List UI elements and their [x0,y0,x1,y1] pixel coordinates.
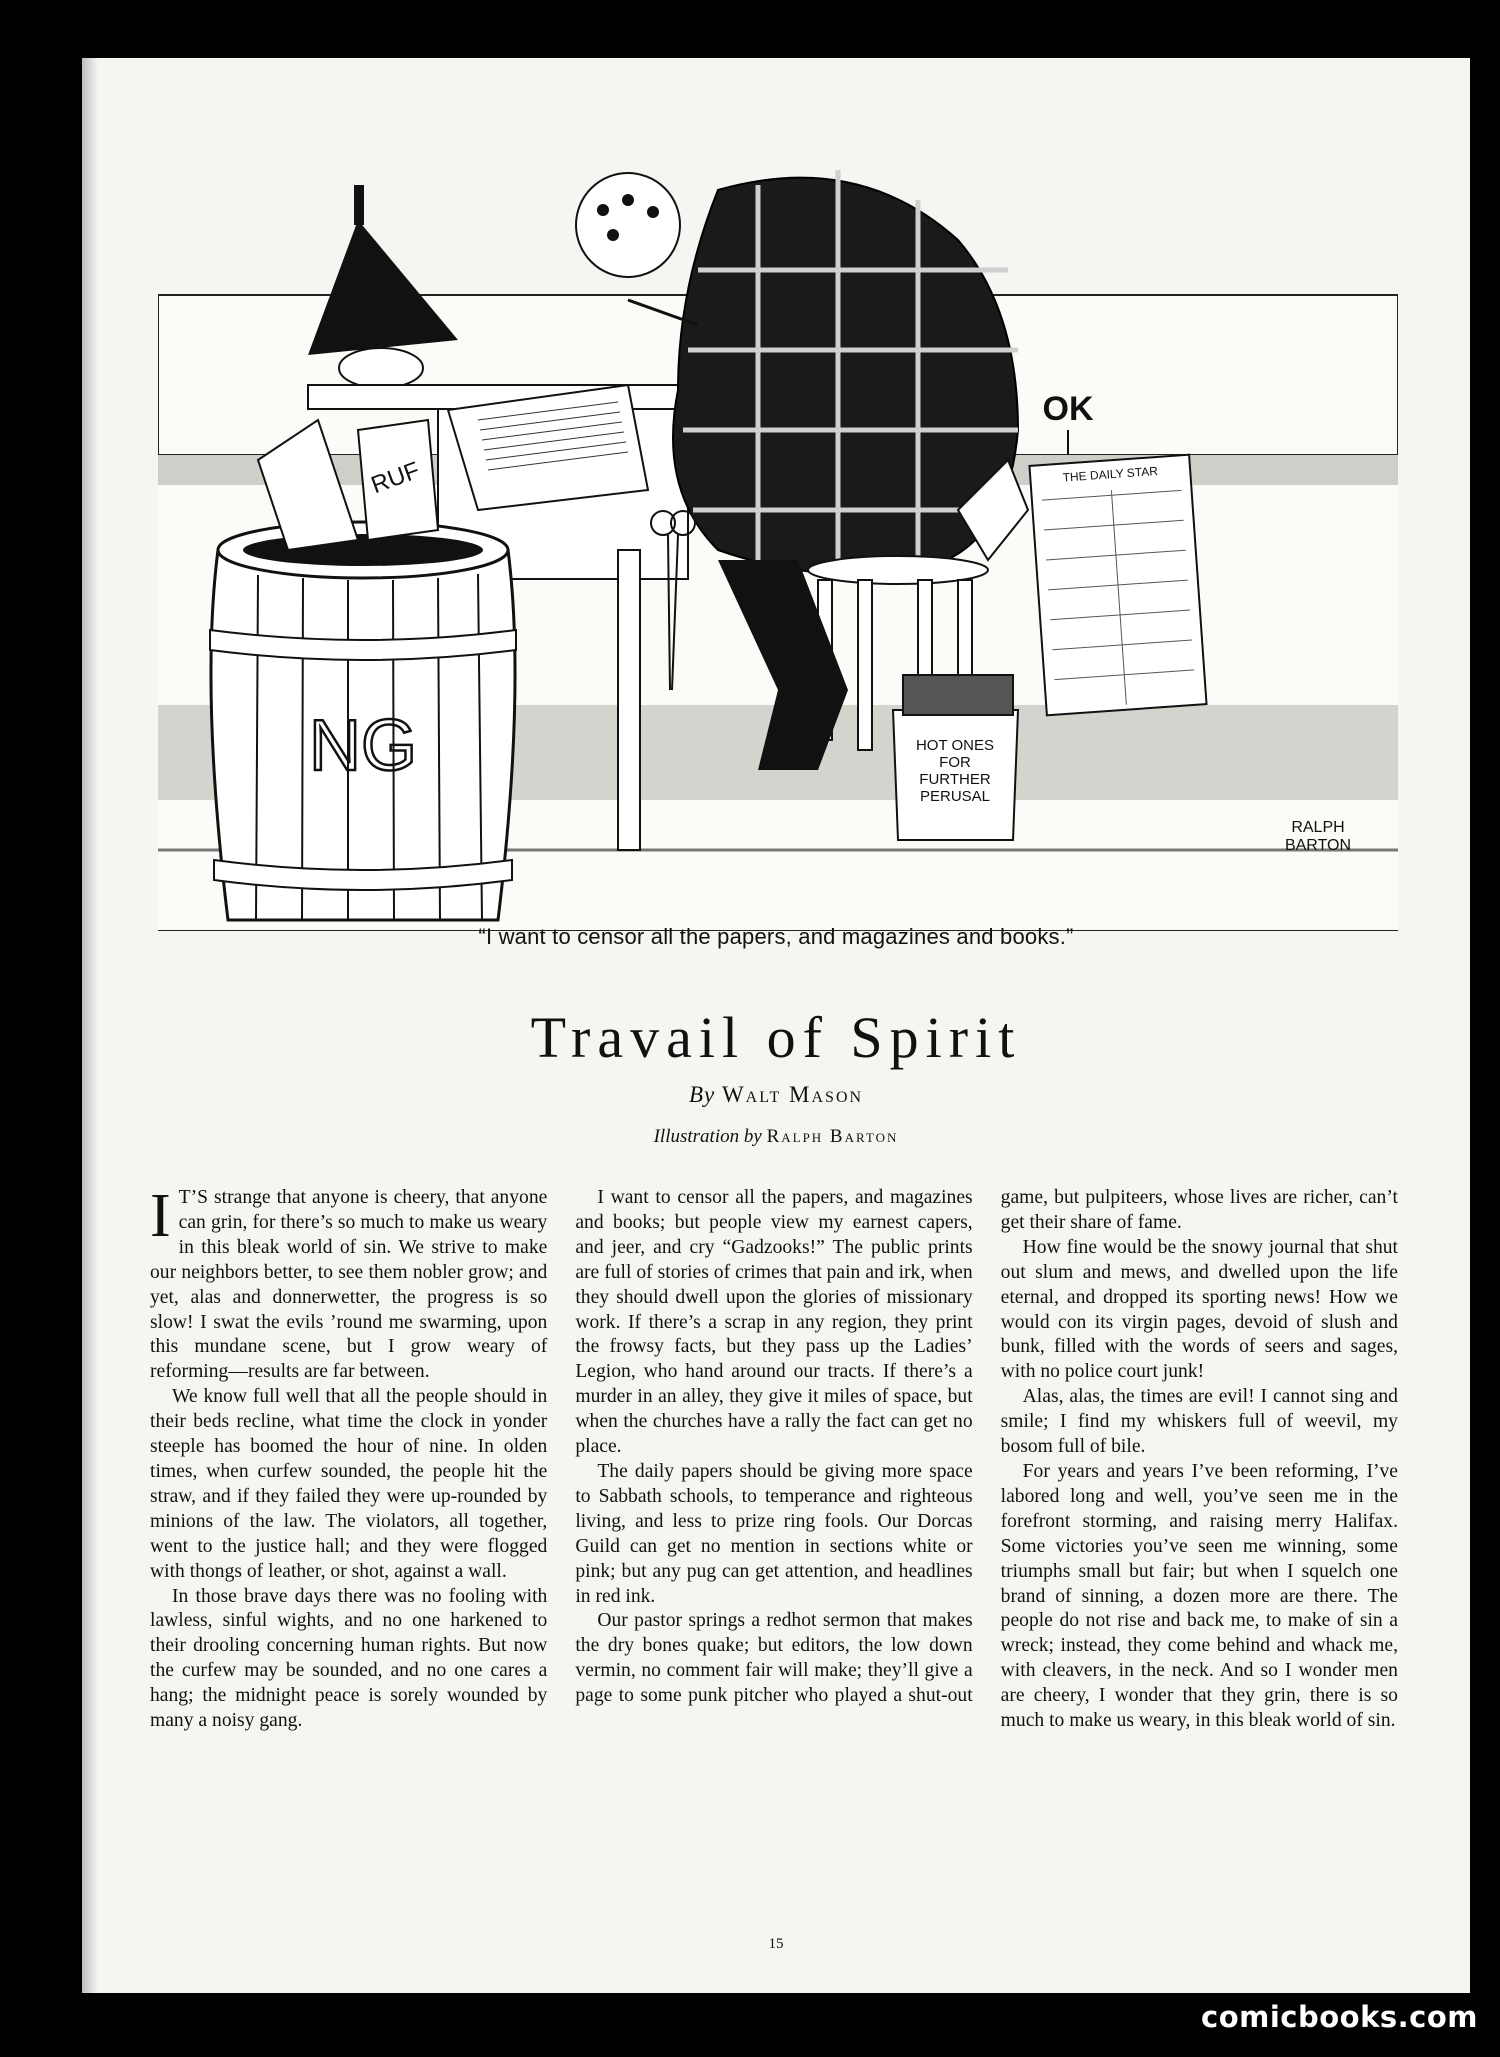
signature-line-1: RALPH [1291,819,1345,836]
illustration-credit [82,1126,1470,1148]
page-number: 15 [768,1936,784,1952]
basket-label-3: FURTHER [919,771,991,788]
paragraph-9: For years and years I’ve been reforming, I’ve labored long and well, you’ve seen me in the forefront storming, and raising merry Halifax. Some victories you’ve seen me winning, some triumphs small but fair; but when I squelch one brand of sinning, a dozen more are there. The people do not rise and back me, to make of sin a wreck; instead, they come behind and whack me, with cleavers, in the neck. And so I wonder men are cheery, I wonder that they grin, there is so much to make us weary, in this bleak world of sin. [1000,1460,1398,1732]
illustration-credit-prefix: Illustration by [653,1126,762,1147]
illustrator-name: Ralph Barton [766,1126,899,1147]
drop-cap: I [150,1182,171,1250]
paragraph-2: We know full well that all the people should in their beds recline, what time the clock in yonder steeple has boomed the hour of nine. In olden times, when curfew sounded, the people hit the straw, and if they failed they were up-rounded by minions of the law. The violators, all together, went to the justice hall; and they were flogged with thongs of leather, or shot, against a wall. [150,1386,548,1582]
magazine-page [82,58,1470,1993]
paragraph-6: Our pastor springs a redhot sermon that makes the dry bones quake; but editors, the low down vermin, no comment fair will make; they’ll give a page to some punk pitcher who played a shut-out game, but pulpiteers, whose lives are richer, can’t get their share of fame. [575,1187,1398,1707]
byline [82,1082,1470,1108]
cartoon-illustration [158,130,1398,980]
basket-label-1: HOT ONES [915,737,995,754]
paragraph-4: I want to censor all the papers, and magazines and books; but people view my earnest capers, and jeer, and cry “Gadzooks!” The public prints are full of stories of crimes that pain and irk, when they should dwell upon the glories of missionary work. If there’s a scrap in any region, they print the frowsy facts, but they pass up the Ladies’ Legion, who hand around our tracts. If there’s a murder in an alley, they give it miles of space, but when the churches have a rally the fact can get no place. [575,1187,973,1458]
byline-prefix: By [688,1082,716,1107]
barrel-label: NG [309,706,417,786]
signature-line-2: BARTON [1284,837,1352,854]
paragraph-8: Alas, alas, the times are evil! I cannot sing and smile; I find my whiskers full of weevil, my bosom full of bile. [1000,1386,1398,1458]
rejected-paper-text: RUF [367,456,424,500]
author-name: Walt Mason [721,1082,864,1107]
site-watermark: comicbooks.com [1201,2000,1478,2034]
article-body [150,1182,1398,1906]
paragraph-1: I T’S strange that anyone is cheery, that anyone can grin, for there’s so much to make us weary in this bleak world of sin. We strive to make our neighbors better, to see them nobler grow; and yet, alas and donnerwetter, the progress is so slow! I swat the evils ’round me swarming, upon this mundane scene, but I grow weary of reforming—results are far between. [150,1182,548,1383]
basket-label-4: PERUSAL [919,788,991,805]
paragraph-3: In those brave days there was no fooling with lawless, sinful wights, and no one harkened to their drooling concerning human rights. But now the curfew may be sounded, and no one cares a hang; the midnight peace is sorely wounded by many a noisy gang. [150,1585,548,1732]
paragraph-5: The daily papers should be giving more space to Sabbath schools, to temperance and righteous living, and less to prize ring fools. Our Dorcas Guild can get no mention in sections white or pink; but any pug can get attention, and headlines in red ink. [575,1460,973,1607]
paragraph-7: How fine would be the snowy journal that shut out slum and mews, and dwelled upon the life eternal, and dropped its sporting news! How we would con its virgin pages, devoid of slush and bunk, filled with the words of seers and sages, with no police court junk! [1000,1236,1398,1383]
basket-label-2: FOR [939,754,971,771]
ok-tag: OK [1042,390,1094,428]
illustration-caption: “I want to censor all the papers, and magazines and books.” [478,924,1074,949]
article-title: Travail of Spirit [530,1005,1022,1070]
newspaper-masthead: THE DAILY STAR [1062,463,1159,485]
